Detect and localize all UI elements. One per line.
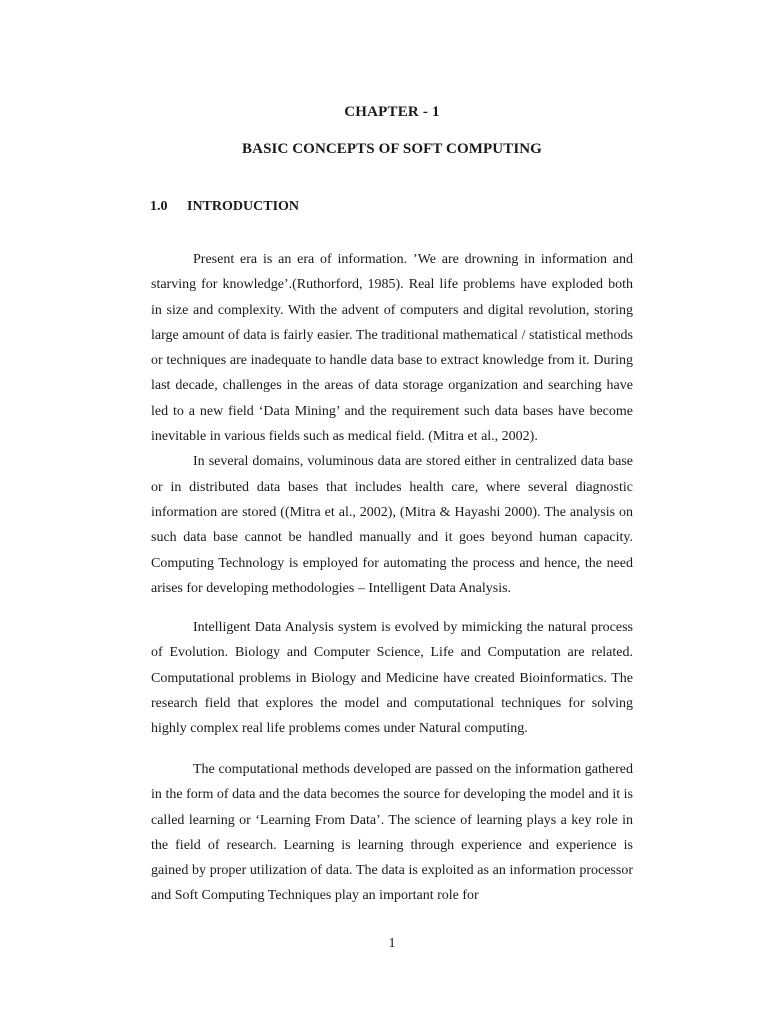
chapter-label: CHAPTER - 1 xyxy=(344,104,440,120)
paragraph: Intelligent Data Analysis system is evolved by mimicking the natural process of Evolution. Biology and Computer Science, Life and Computation are related. Computational problems in Biology and Medicine have created Bioinformatics. The research field that explores the model and computational techniques for solving highly complex real life problems comes under Natural computing. xyxy=(151,620,633,737)
text-block-intro xyxy=(151,247,633,601)
section-number: 1.0 xyxy=(150,199,168,214)
chapter-title: BASIC CONCEPTS OF SOFT COMPUTING xyxy=(242,141,542,157)
section-heading xyxy=(150,199,299,215)
section-title: INTRODUCTION xyxy=(187,199,300,214)
paragraph: In several domains, voluminous data are stored either in centralized data base or in distributed data bases that includes health care, where several diagnostic information are stored ((Mitra et al., 2002), (Mitra & Hayashi 2000). The analysis on such data base cannot be handled manually and it goes beyond human capacity. Computing Technology is employed for automating the process and hence, the need arises for developing methodologies – Intelligent Data Analysis. xyxy=(151,454,633,596)
page-number: 1 xyxy=(388,936,396,951)
text-block-ida xyxy=(151,615,633,741)
paragraph: Present era is an era of information. ’We are drowning in information and starving for knowledge’.(Ruthorford, 1985). Real life problems have exploded both in size and complexity. With the advent of computers and digital revolution, storing large amount of data is fairly easier. The traditional mathematical / statistical methods or techniques are inadequate to handle data base to extract knowledge from it. During last decade, challenges in the areas of data storage organization and searching have led to a new field ‘Data Mining’ and the requirement such data bases have become inevitable in various fields such as medical field. (Mitra et al., 2002). xyxy=(151,252,633,445)
text-block-learning xyxy=(151,757,633,909)
paragraph: The computational methods developed are passed on the information gathered in the form of data and the data becomes the source for developing the model and it is called learning or ‘Learning From Data’. The science of learning plays a key role in the field of research. Learning is learning through experience and experience is gained by proper utilization of data. The data is exploited as an information processor and Soft Computing Techniques play an important role for xyxy=(151,762,633,904)
